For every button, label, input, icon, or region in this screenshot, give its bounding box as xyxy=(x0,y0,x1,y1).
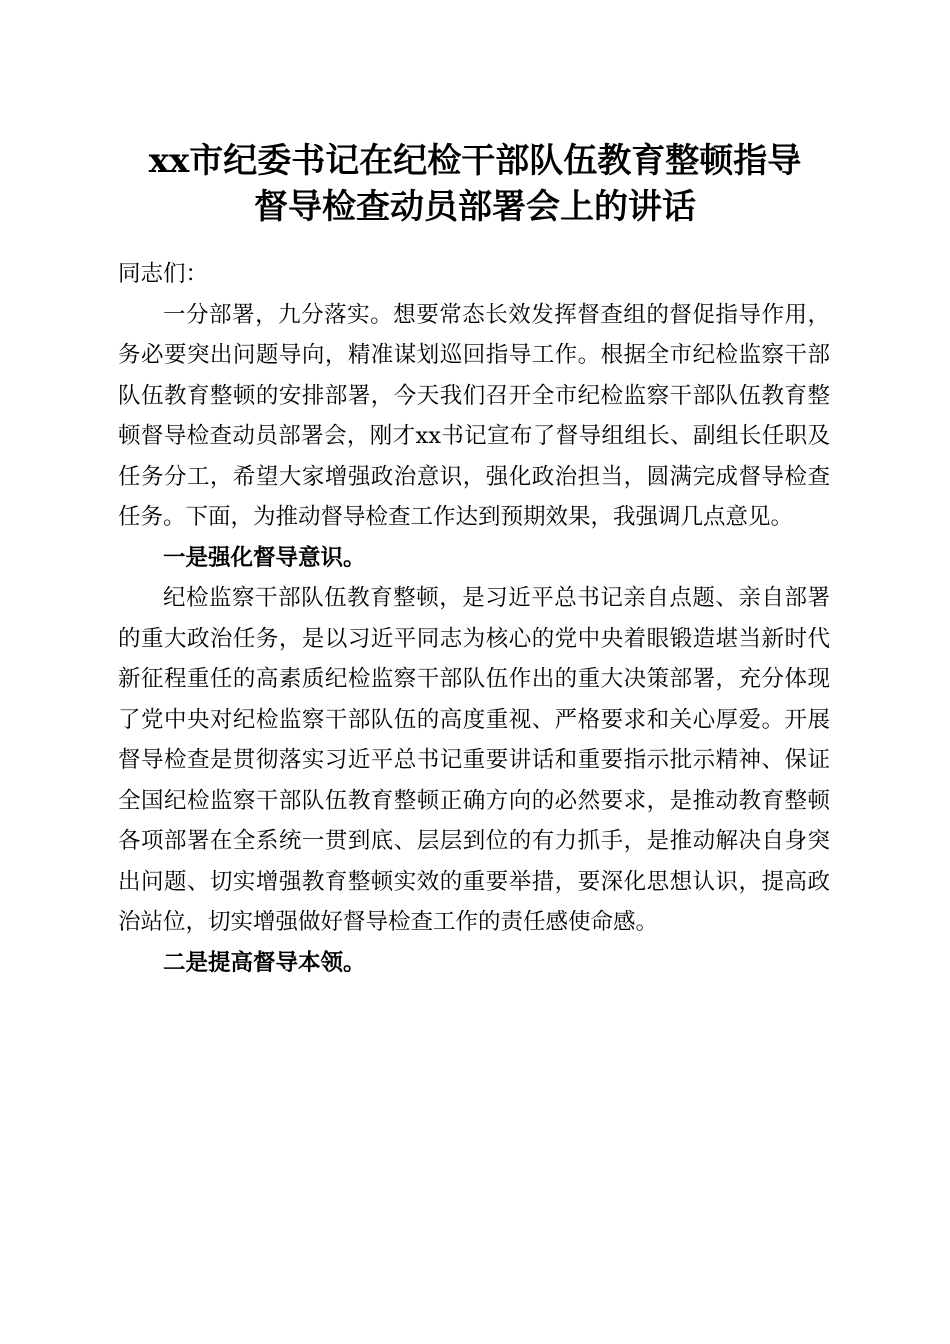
paragraph-2: 纪检监察干部队伍教育整顿，是习近平总书记亲自点题、亲自部署的重大政治任务，是以习近平同志为核心的党中央着眼锻造堪当新时代新征程重任的高素质纪检监察干部队伍作出的重大决策部署，充分体现了党中央对纪检监察干部队伍的高度重视、严格要求和关心厚爱。开展督导检查是贯彻落实习近平总书记重要讲话和重要指示批示精神、保证全国纪检监察干部队伍教育整顿正确方向的必然要求，是推动教育整顿各项部署在全系统一贯到底、层层到位的有力抓手，是推动解决自身突出问题、切实增强教育整顿实效的重要举措，要深化思想认识，提高政治站位，切实增强做好督导检查工作的责任感使命感。 xyxy=(118,585,830,935)
title-line-2: 督导检查动员部署会上的讲话 xyxy=(254,187,696,227)
section-heading-2: 二是提高督导本领。 xyxy=(163,949,366,976)
salutation: 同志们： xyxy=(118,261,209,287)
paragraph-1: 一分部署，九分落实。想要常态长效发挥督查组的督促指导作用，务必要突出问题导向，精准谋划巡回指导工作。根据全市纪检监察干部队伍教育整顿的安排部署，今天我们召开全市纪检监察干部队伍教育整顿督导检查动员部署会，刚才xx书记宣布了督导组组长、副组长任职及任务分工，希望大家增强政治意识，强化政治担当，圆满完成督导检查任务。下面，为推动督导检查工作达到预期效果，我强调几点意见。 xyxy=(118,301,830,530)
section-heading-1: 一是强化督导意识。 xyxy=(163,544,366,571)
document-body xyxy=(118,254,830,983)
document-title xyxy=(100,138,850,230)
title-line-1: xx市纪委书记在纪检干部队伍教育整顿指导 xyxy=(148,141,802,181)
